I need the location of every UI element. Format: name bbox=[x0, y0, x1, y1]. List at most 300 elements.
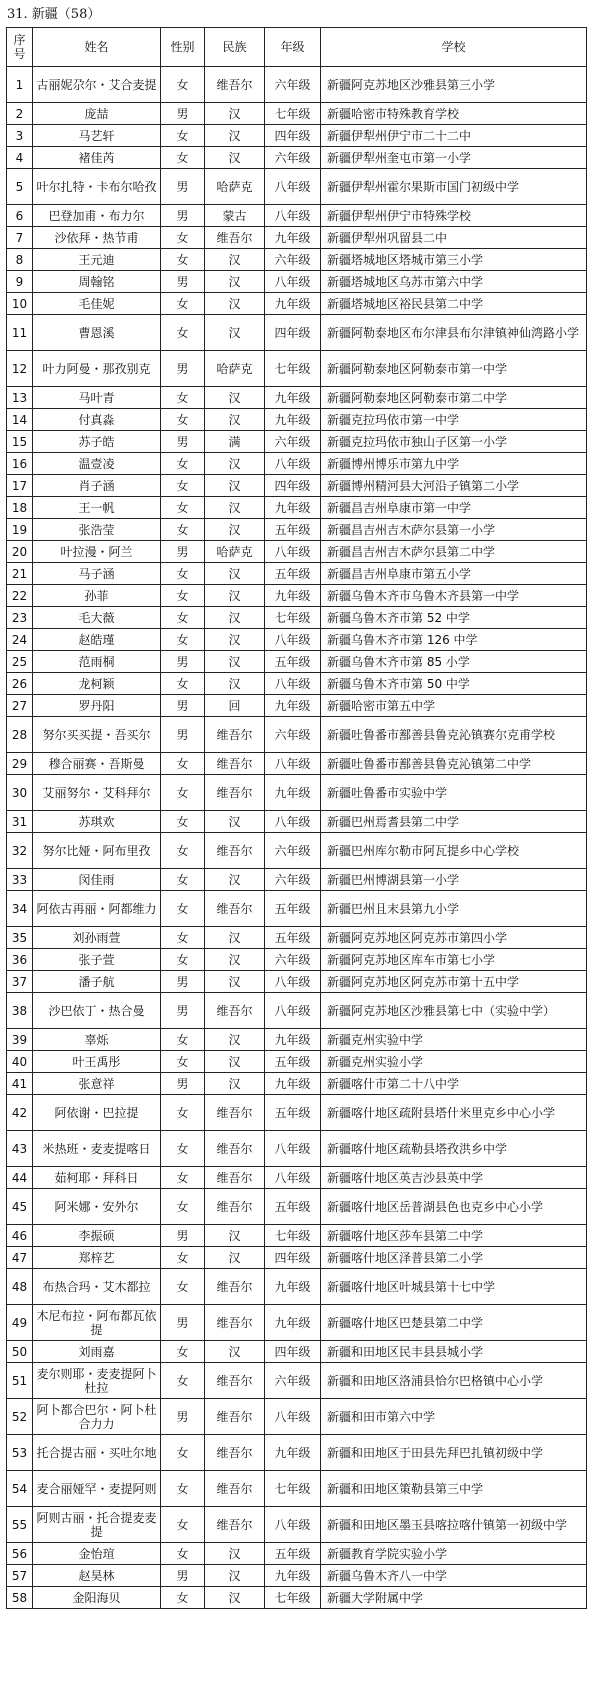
school: 新疆巴州库尔勒市阿瓦提乡中心学校 bbox=[321, 833, 587, 869]
grade: 八年级 bbox=[265, 629, 321, 651]
row-index: 7 bbox=[7, 227, 33, 249]
grade: 八年级 bbox=[265, 1167, 321, 1189]
row-index: 45 bbox=[7, 1189, 33, 1225]
gender: 男 bbox=[161, 431, 205, 453]
school: 新疆喀什地区叶城县第十七中学 bbox=[321, 1269, 587, 1305]
grade: 八年级 bbox=[265, 811, 321, 833]
row-index: 48 bbox=[7, 1269, 33, 1305]
gender: 女 bbox=[161, 475, 205, 497]
table-row bbox=[7, 351, 587, 387]
header-gender: 性别 bbox=[161, 28, 205, 67]
gender: 男 bbox=[161, 205, 205, 227]
gender: 女 bbox=[161, 1435, 205, 1471]
row-index: 12 bbox=[7, 351, 33, 387]
student-name: 叶力阿曼・那孜别克 bbox=[33, 351, 161, 387]
school: 新疆伊犁州霍尔果斯市国门初级中学 bbox=[321, 169, 587, 205]
row-index: 16 bbox=[7, 453, 33, 475]
grade: 八年级 bbox=[265, 971, 321, 993]
row-index: 13 bbox=[7, 387, 33, 409]
table-row bbox=[7, 993, 587, 1029]
gender: 女 bbox=[161, 1587, 205, 1609]
student-name: 阿卜都合巴尔・阿卜杜合力力 bbox=[33, 1399, 161, 1435]
row-index: 40 bbox=[7, 1051, 33, 1073]
student-name: 艾丽努尔・艾科拜尔 bbox=[33, 775, 161, 811]
school: 新疆伊犁州奎屯市第一小学 bbox=[321, 147, 587, 169]
table-row bbox=[7, 271, 587, 293]
school: 新疆阿勒泰地区阿勒泰市第一中学 bbox=[321, 351, 587, 387]
row-index: 6 bbox=[7, 205, 33, 227]
row-index: 33 bbox=[7, 869, 33, 891]
school: 新疆乌鲁木齐市第 50 中学 bbox=[321, 673, 587, 695]
row-index: 22 bbox=[7, 585, 33, 607]
ethnicity: 哈萨克 bbox=[205, 351, 265, 387]
ethnicity: 汉 bbox=[205, 1247, 265, 1269]
header-grade: 年级 bbox=[265, 28, 321, 67]
school: 新疆乌鲁木齐八一中学 bbox=[321, 1565, 587, 1587]
school: 新疆喀什地区疏勒县塔孜洪乡中学 bbox=[321, 1131, 587, 1167]
ethnicity: 维吾尔 bbox=[205, 775, 265, 811]
row-index: 8 bbox=[7, 249, 33, 271]
row-index: 42 bbox=[7, 1095, 33, 1131]
grade: 九年级 bbox=[265, 227, 321, 249]
table-row bbox=[7, 1399, 587, 1435]
grade: 八年级 bbox=[265, 453, 321, 475]
ethnicity: 汉 bbox=[205, 927, 265, 949]
gender: 女 bbox=[161, 1167, 205, 1189]
gender: 女 bbox=[161, 249, 205, 271]
student-name: 肖子涵 bbox=[33, 475, 161, 497]
row-index: 17 bbox=[7, 475, 33, 497]
table-row bbox=[7, 1363, 587, 1399]
student-name: 苏琪欢 bbox=[33, 811, 161, 833]
grade: 七年级 bbox=[265, 351, 321, 387]
grade: 九年级 bbox=[265, 585, 321, 607]
gender: 女 bbox=[161, 1341, 205, 1363]
ethnicity: 汉 bbox=[205, 103, 265, 125]
grade: 五年级 bbox=[265, 1189, 321, 1225]
school: 新疆大学附属中学 bbox=[321, 1587, 587, 1609]
student-name: 穆合丽赛・吾斯曼 bbox=[33, 753, 161, 775]
gender: 女 bbox=[161, 1543, 205, 1565]
student-name: 闵佳雨 bbox=[33, 869, 161, 891]
row-index: 37 bbox=[7, 971, 33, 993]
ethnicity: 维吾尔 bbox=[205, 1435, 265, 1471]
school: 新疆阿克苏地区阿克苏市第十五中学 bbox=[321, 971, 587, 993]
row-index: 14 bbox=[7, 409, 33, 431]
school: 新疆哈密市特殊教育学校 bbox=[321, 103, 587, 125]
table-row bbox=[7, 1189, 587, 1225]
student-name: 范雨桐 bbox=[33, 651, 161, 673]
gender: 男 bbox=[161, 971, 205, 993]
gender: 男 bbox=[161, 695, 205, 717]
grade: 九年级 bbox=[265, 1269, 321, 1305]
grade: 七年级 bbox=[265, 1587, 321, 1609]
row-index: 50 bbox=[7, 1341, 33, 1363]
row-index: 19 bbox=[7, 519, 33, 541]
grade: 五年级 bbox=[265, 563, 321, 585]
table-row bbox=[7, 453, 587, 475]
gender: 男 bbox=[161, 1399, 205, 1435]
row-index: 28 bbox=[7, 717, 33, 753]
table-row bbox=[7, 563, 587, 585]
gender: 女 bbox=[161, 673, 205, 695]
header-index: 序号 bbox=[7, 28, 33, 67]
gender: 男 bbox=[161, 717, 205, 753]
school: 新疆乌鲁木齐市乌鲁木齐县第一中学 bbox=[321, 585, 587, 607]
school: 新疆和田地区墨玉县喀拉喀什镇第一初级中学 bbox=[321, 1507, 587, 1543]
gender: 女 bbox=[161, 949, 205, 971]
table-row bbox=[7, 753, 587, 775]
row-index: 56 bbox=[7, 1543, 33, 1565]
row-index: 23 bbox=[7, 607, 33, 629]
ethnicity: 汉 bbox=[205, 563, 265, 585]
school: 新疆吐鲁番市鄯善县鲁克沁镇第二中学 bbox=[321, 753, 587, 775]
grade: 七年级 bbox=[265, 1225, 321, 1247]
student-name: 付真淼 bbox=[33, 409, 161, 431]
grade: 九年级 bbox=[265, 775, 321, 811]
ethnicity: 汉 bbox=[205, 387, 265, 409]
table-row bbox=[7, 541, 587, 563]
student-name: 阿依古再丽・阿都维力 bbox=[33, 891, 161, 927]
ethnicity: 汉 bbox=[205, 869, 265, 891]
student-name: 毛佳妮 bbox=[33, 293, 161, 315]
ethnicity: 汉 bbox=[205, 811, 265, 833]
gender: 女 bbox=[161, 1051, 205, 1073]
student-name: 叶拉漫・阿兰 bbox=[33, 541, 161, 563]
school: 新疆和田地区于田县先拜巴扎镇初级中学 bbox=[321, 1435, 587, 1471]
table-row bbox=[7, 103, 587, 125]
school: 新疆喀什市第二十八中学 bbox=[321, 1073, 587, 1095]
row-index: 25 bbox=[7, 651, 33, 673]
grade: 四年级 bbox=[265, 315, 321, 351]
student-name: 金阳海贝 bbox=[33, 1587, 161, 1609]
ethnicity: 维吾尔 bbox=[205, 891, 265, 927]
table-row bbox=[7, 891, 587, 927]
ethnicity: 哈萨克 bbox=[205, 541, 265, 563]
row-index: 29 bbox=[7, 753, 33, 775]
table-row bbox=[7, 869, 587, 891]
row-index: 1 bbox=[7, 67, 33, 103]
school: 新疆昌吉州吉木萨尔县第一小学 bbox=[321, 519, 587, 541]
table-row bbox=[7, 1225, 587, 1247]
row-index: 4 bbox=[7, 147, 33, 169]
table-row bbox=[7, 205, 587, 227]
student-table bbox=[6, 27, 587, 1609]
school: 新疆阿克苏地区阿克苏市第四小学 bbox=[321, 927, 587, 949]
table-row bbox=[7, 1565, 587, 1587]
row-index: 58 bbox=[7, 1587, 33, 1609]
student-name: 王元迪 bbox=[33, 249, 161, 271]
school: 新疆哈密市第五中学 bbox=[321, 695, 587, 717]
ethnicity: 汉 bbox=[205, 1543, 265, 1565]
table-row bbox=[7, 949, 587, 971]
table-row bbox=[7, 833, 587, 869]
grade: 七年级 bbox=[265, 103, 321, 125]
school: 新疆吐鲁番市鄯善县鲁克沁镇赛尔克甫学校 bbox=[321, 717, 587, 753]
gender: 男 bbox=[161, 103, 205, 125]
gender: 女 bbox=[161, 67, 205, 103]
grade: 五年级 bbox=[265, 1051, 321, 1073]
gender: 女 bbox=[161, 891, 205, 927]
student-name: 托合提古丽・买吐尔地 bbox=[33, 1435, 161, 1471]
grade: 九年级 bbox=[265, 387, 321, 409]
ethnicity: 蒙古 bbox=[205, 205, 265, 227]
ethnicity: 维吾尔 bbox=[205, 1131, 265, 1167]
grade: 八年级 bbox=[265, 673, 321, 695]
gender: 女 bbox=[161, 1507, 205, 1543]
table-row bbox=[7, 1095, 587, 1131]
gender: 女 bbox=[161, 1471, 205, 1507]
gender: 女 bbox=[161, 1189, 205, 1225]
gender: 男 bbox=[161, 1073, 205, 1095]
grade: 五年级 bbox=[265, 651, 321, 673]
gender: 女 bbox=[161, 227, 205, 249]
ethnicity: 汉 bbox=[205, 315, 265, 351]
ethnicity: 汉 bbox=[205, 1073, 265, 1095]
school: 新疆巴州博湖县第一小学 bbox=[321, 869, 587, 891]
school: 新疆伊犁州伊宁市二十二中 bbox=[321, 125, 587, 147]
student-name: 阿米娜・安外尔 bbox=[33, 1189, 161, 1225]
grade: 八年级 bbox=[265, 1399, 321, 1435]
school: 新疆吐鲁番市实验中学 bbox=[321, 775, 587, 811]
ethnicity: 维吾尔 bbox=[205, 1507, 265, 1543]
school: 新疆巴州且末县第九小学 bbox=[321, 891, 587, 927]
table-row bbox=[7, 607, 587, 629]
grade: 九年级 bbox=[265, 293, 321, 315]
gender: 女 bbox=[161, 315, 205, 351]
table-row bbox=[7, 147, 587, 169]
gender: 男 bbox=[161, 169, 205, 205]
ethnicity: 汉 bbox=[205, 271, 265, 293]
grade: 七年级 bbox=[265, 607, 321, 629]
student-name: 金怡瑄 bbox=[33, 1543, 161, 1565]
ethnicity: 维吾尔 bbox=[205, 1471, 265, 1507]
grade: 九年级 bbox=[265, 1029, 321, 1051]
gender: 女 bbox=[161, 811, 205, 833]
row-index: 9 bbox=[7, 271, 33, 293]
school: 新疆乌鲁木齐市第 85 小学 bbox=[321, 651, 587, 673]
table-row bbox=[7, 1341, 587, 1363]
school: 新疆阿克苏地区沙雅县第七中（实验中学） bbox=[321, 993, 587, 1029]
grade: 九年级 bbox=[265, 1305, 321, 1341]
ethnicity: 汉 bbox=[205, 249, 265, 271]
grade: 九年级 bbox=[265, 695, 321, 717]
gender: 男 bbox=[161, 541, 205, 563]
row-index: 55 bbox=[7, 1507, 33, 1543]
student-name: 沙巴依丁・热合曼 bbox=[33, 993, 161, 1029]
row-index: 53 bbox=[7, 1435, 33, 1471]
student-name: 张子萱 bbox=[33, 949, 161, 971]
row-index: 47 bbox=[7, 1247, 33, 1269]
grade: 八年级 bbox=[265, 169, 321, 205]
row-index: 57 bbox=[7, 1565, 33, 1587]
gender: 女 bbox=[161, 607, 205, 629]
student-name: 褚佳芮 bbox=[33, 147, 161, 169]
ethnicity: 汉 bbox=[205, 971, 265, 993]
student-name: 周翰铭 bbox=[33, 271, 161, 293]
ethnicity: 维吾尔 bbox=[205, 753, 265, 775]
ethnicity: 汉 bbox=[205, 409, 265, 431]
gender: 女 bbox=[161, 1029, 205, 1051]
table-row bbox=[7, 717, 587, 753]
school: 新疆塔城地区塔城市第三小学 bbox=[321, 249, 587, 271]
ethnicity: 汉 bbox=[205, 497, 265, 519]
grade: 六年级 bbox=[265, 717, 321, 753]
student-name: 郑梓艺 bbox=[33, 1247, 161, 1269]
ethnicity: 汉 bbox=[205, 949, 265, 971]
row-index: 49 bbox=[7, 1305, 33, 1341]
gender: 女 bbox=[161, 293, 205, 315]
ethnicity: 汉 bbox=[205, 1587, 265, 1609]
student-name: 刘孙雨萱 bbox=[33, 927, 161, 949]
gender: 女 bbox=[161, 563, 205, 585]
ethnicity: 汉 bbox=[205, 607, 265, 629]
ethnicity: 汉 bbox=[205, 147, 265, 169]
table-row bbox=[7, 475, 587, 497]
header-ethnicity: 民族 bbox=[205, 28, 265, 67]
grade: 八年级 bbox=[265, 993, 321, 1029]
student-name: 木尼布拉・阿布都瓦依提 bbox=[33, 1305, 161, 1341]
student-name: 麦尔则耶・麦麦提阿卜杜拉 bbox=[33, 1363, 161, 1399]
grade: 九年级 bbox=[265, 1565, 321, 1587]
table-row bbox=[7, 249, 587, 271]
table-row bbox=[7, 1131, 587, 1167]
school: 新疆喀什地区巴楚县第二中学 bbox=[321, 1305, 587, 1341]
row-index: 44 bbox=[7, 1167, 33, 1189]
student-name: 马子涵 bbox=[33, 563, 161, 585]
table-row bbox=[7, 227, 587, 249]
ethnicity: 汉 bbox=[205, 125, 265, 147]
row-index: 18 bbox=[7, 497, 33, 519]
student-name: 麦合丽娅罕・麦提阿则 bbox=[33, 1471, 161, 1507]
gender: 女 bbox=[161, 387, 205, 409]
table-row bbox=[7, 67, 587, 103]
student-name: 王一帆 bbox=[33, 497, 161, 519]
student-name: 潘子航 bbox=[33, 971, 161, 993]
student-name: 布热合玛・艾木都拉 bbox=[33, 1269, 161, 1305]
row-index: 41 bbox=[7, 1073, 33, 1095]
header-name: 姓名 bbox=[33, 28, 161, 67]
row-index: 26 bbox=[7, 673, 33, 695]
ethnicity: 维吾尔 bbox=[205, 1269, 265, 1305]
school: 新疆克州实验小学 bbox=[321, 1051, 587, 1073]
school: 新疆昌吉州阜康市第一中学 bbox=[321, 497, 587, 519]
ethnicity: 汉 bbox=[205, 519, 265, 541]
ethnicity: 汉 bbox=[205, 1051, 265, 1073]
grade: 九年级 bbox=[265, 409, 321, 431]
student-name: 张意祥 bbox=[33, 1073, 161, 1095]
table-row bbox=[7, 1305, 587, 1341]
school: 新疆喀什地区泽普县第二小学 bbox=[321, 1247, 587, 1269]
table-row bbox=[7, 585, 587, 607]
table-row bbox=[7, 431, 587, 453]
student-name: 叶尔扎特・卡布尔哈孜 bbox=[33, 169, 161, 205]
student-name: 巴登加甫・布力尔 bbox=[33, 205, 161, 227]
student-name: 毛大薇 bbox=[33, 607, 161, 629]
grade: 六年级 bbox=[265, 431, 321, 453]
grade: 四年级 bbox=[265, 125, 321, 147]
gender: 女 bbox=[161, 1269, 205, 1305]
student-name: 叶王禹彤 bbox=[33, 1051, 161, 1073]
grade: 八年级 bbox=[265, 271, 321, 293]
grade: 四年级 bbox=[265, 475, 321, 497]
grade: 六年级 bbox=[265, 1363, 321, 1399]
grade: 五年级 bbox=[265, 927, 321, 949]
gender: 女 bbox=[161, 125, 205, 147]
school: 新疆喀什地区岳普湖县色也克乡中心小学 bbox=[321, 1189, 587, 1225]
table-header-row bbox=[7, 28, 587, 67]
ethnicity: 维吾尔 bbox=[205, 1399, 265, 1435]
grade: 六年级 bbox=[265, 833, 321, 869]
row-index: 39 bbox=[7, 1029, 33, 1051]
row-index: 2 bbox=[7, 103, 33, 125]
gender: 男 bbox=[161, 993, 205, 1029]
student-name: 张浩莹 bbox=[33, 519, 161, 541]
row-index: 27 bbox=[7, 695, 33, 717]
table-row bbox=[7, 927, 587, 949]
gender: 男 bbox=[161, 651, 205, 673]
table-row bbox=[7, 315, 587, 351]
student-name: 阿依谢・巴拉提 bbox=[33, 1095, 161, 1131]
ethnicity: 汉 bbox=[205, 629, 265, 651]
gender: 男 bbox=[161, 271, 205, 293]
table-row bbox=[7, 775, 587, 811]
school: 新疆喀什地区莎车县第二中学 bbox=[321, 1225, 587, 1247]
gender: 女 bbox=[161, 927, 205, 949]
row-index: 35 bbox=[7, 927, 33, 949]
school: 新疆喀什地区英吉沙县英中学 bbox=[321, 1167, 587, 1189]
school: 新疆教育学院实验小学 bbox=[321, 1543, 587, 1565]
grade: 九年级 bbox=[265, 1435, 321, 1471]
ethnicity: 维吾尔 bbox=[205, 227, 265, 249]
gender: 女 bbox=[161, 497, 205, 519]
school: 新疆昌吉州阜康市第五小学 bbox=[321, 563, 587, 585]
grade: 八年级 bbox=[265, 205, 321, 227]
school: 新疆博州精河县大河沿子镇第二小学 bbox=[321, 475, 587, 497]
table-row bbox=[7, 387, 587, 409]
gender: 女 bbox=[161, 833, 205, 869]
school: 新疆昌吉州吉木萨尔县第二中学 bbox=[321, 541, 587, 563]
student-name: 赵昊林 bbox=[33, 1565, 161, 1587]
grade: 七年级 bbox=[265, 1471, 321, 1507]
school: 新疆阿勒泰地区布尔津县布尔津镇神仙湾路小学 bbox=[321, 315, 587, 351]
section-title: 31. 新疆（58） bbox=[7, 7, 101, 22]
school: 新疆阿克苏地区库车市第七小学 bbox=[321, 949, 587, 971]
ethnicity: 维吾尔 bbox=[205, 717, 265, 753]
row-index: 32 bbox=[7, 833, 33, 869]
ethnicity: 汉 bbox=[205, 453, 265, 475]
row-index: 38 bbox=[7, 993, 33, 1029]
table-row bbox=[7, 1247, 587, 1269]
school: 新疆巴州焉耆县第二中学 bbox=[321, 811, 587, 833]
gender: 女 bbox=[161, 869, 205, 891]
grade: 五年级 bbox=[265, 1095, 321, 1131]
row-index: 24 bbox=[7, 629, 33, 651]
table-row bbox=[7, 519, 587, 541]
table-row bbox=[7, 293, 587, 315]
table-row bbox=[7, 1051, 587, 1073]
student-name: 努尔买买提・吾买尔 bbox=[33, 717, 161, 753]
gender: 女 bbox=[161, 409, 205, 431]
student-name: 辜烁 bbox=[33, 1029, 161, 1051]
gender: 女 bbox=[161, 1131, 205, 1167]
student-name: 马艺轩 bbox=[33, 125, 161, 147]
ethnicity: 汉 bbox=[205, 1565, 265, 1587]
student-name: 龙柯颖 bbox=[33, 673, 161, 695]
grade: 八年级 bbox=[265, 541, 321, 563]
gender: 女 bbox=[161, 1363, 205, 1399]
table-row bbox=[7, 169, 587, 205]
